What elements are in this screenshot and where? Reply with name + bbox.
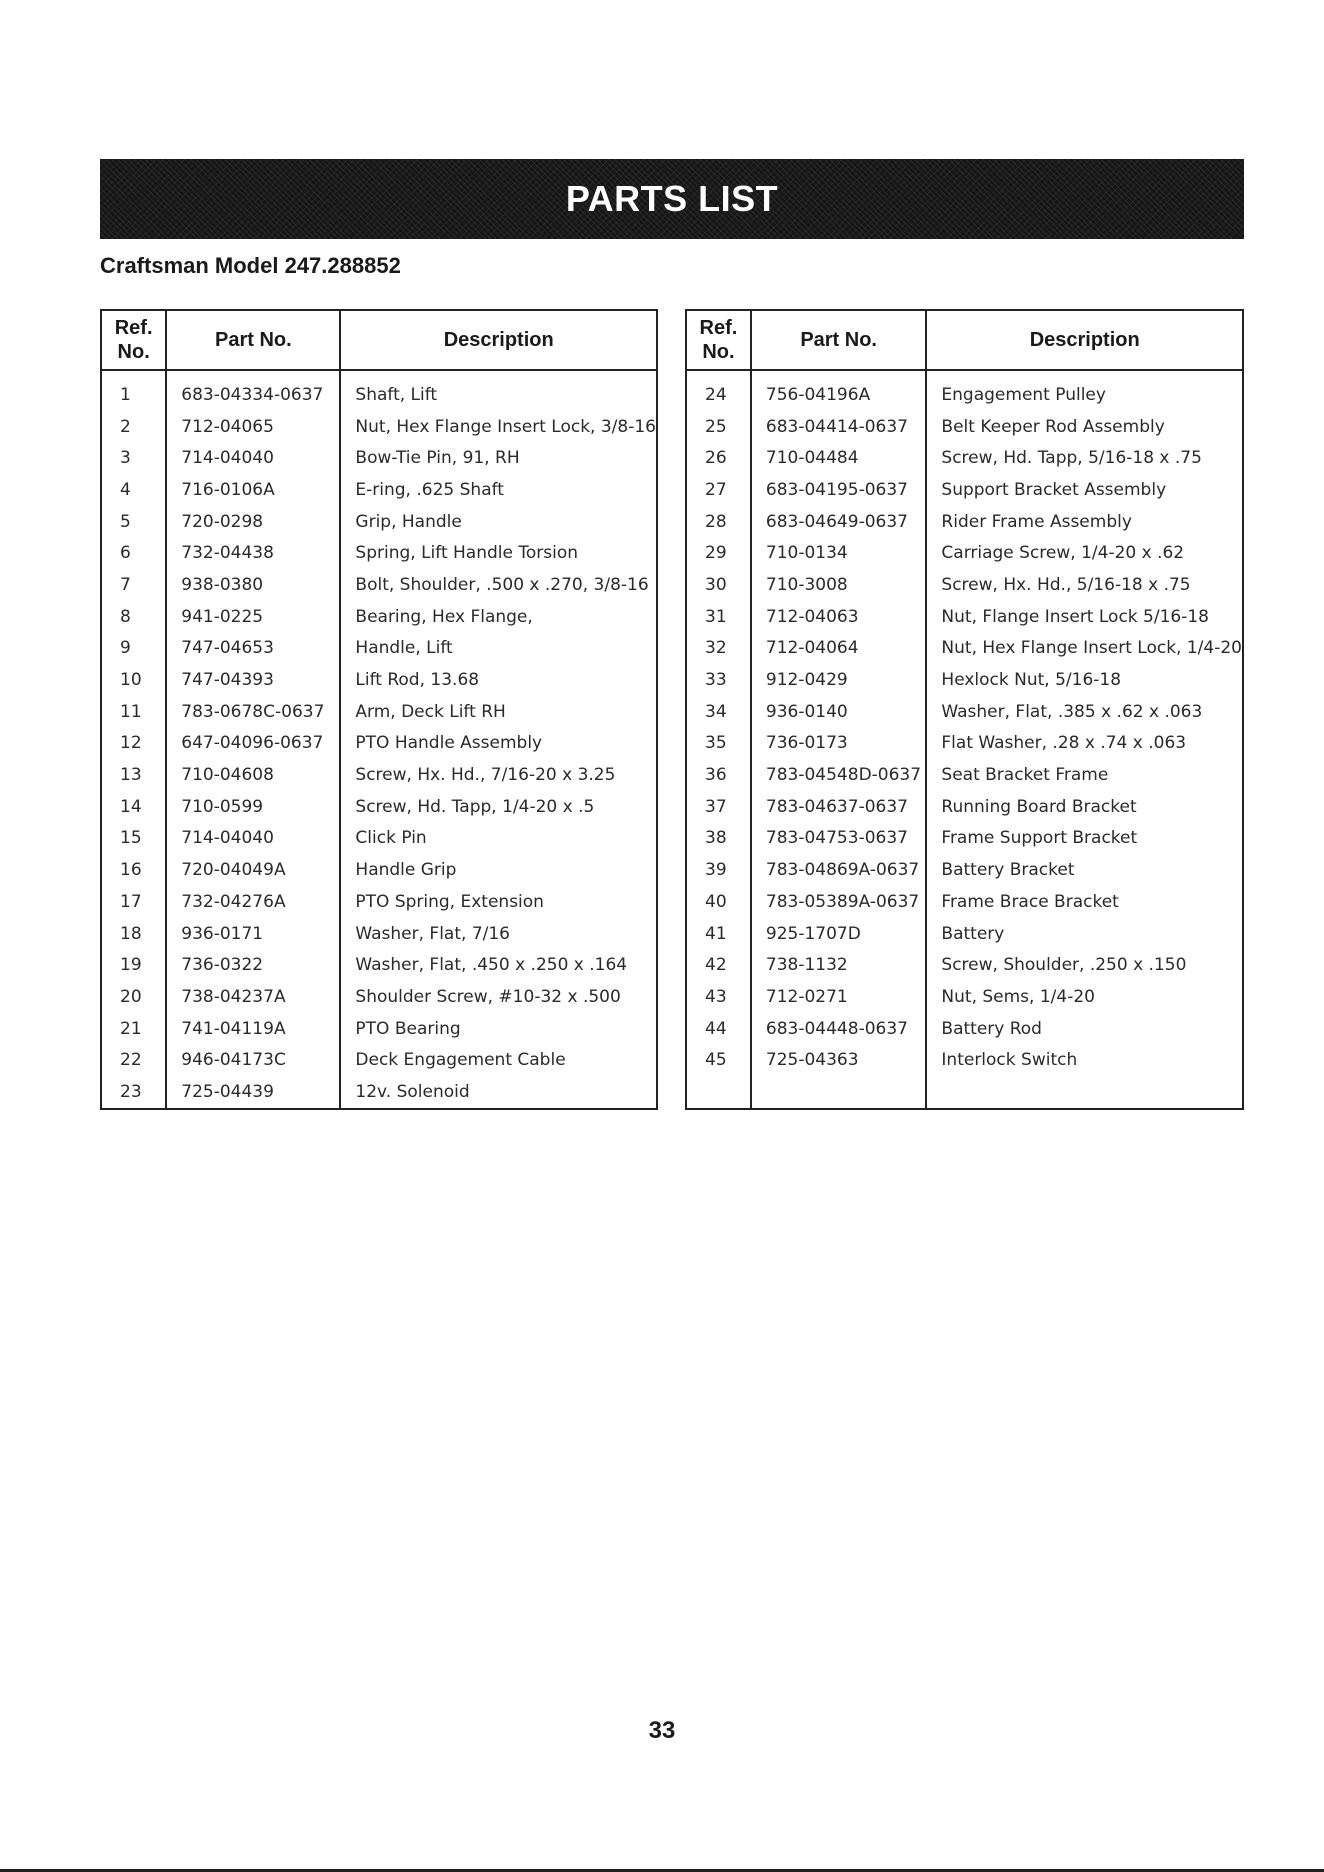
parts-table-right [685, 309, 1244, 1110]
table-row [686, 823, 1243, 855]
description-cell: Battery Bracket [926, 854, 1243, 886]
ref-no-cell: 19 [101, 949, 166, 981]
ref-no-cell: 8 [101, 601, 166, 633]
description-cell: Handle, Lift [340, 633, 657, 665]
table-row [101, 601, 657, 633]
description-cell: Screw, Shoulder, .250 x .150 [926, 949, 1243, 981]
description-cell: Nut, Hex Flange Insert Lock, 3/8-16 [340, 411, 657, 443]
description-cell: PTO Bearing [340, 1013, 657, 1045]
description-cell: Rider Frame Assembly [926, 506, 1243, 538]
description-cell: Frame Support Bracket [926, 823, 1243, 855]
table-row [101, 918, 657, 950]
table-row [686, 569, 1243, 601]
ref-no-cell: 42 [686, 949, 751, 981]
part-no-cell: 725-04363 [751, 1044, 927, 1076]
part-no-cell: 783-04548D-0637 [751, 759, 927, 791]
description-cell: Frame Brace Bracket [926, 886, 1243, 918]
part-no-cell: 946-04173C [166, 1044, 340, 1076]
table-row [686, 601, 1243, 633]
part-no-cell: 710-0134 [751, 537, 927, 569]
table-row [101, 1044, 657, 1076]
table-row [686, 537, 1243, 569]
table-row [101, 728, 657, 760]
table-row [101, 633, 657, 665]
table-row [101, 759, 657, 791]
table-row [686, 981, 1243, 1013]
part-no-cell: 714-04040 [166, 823, 340, 855]
ref-no-cell: 7 [101, 569, 166, 601]
table-row [686, 854, 1243, 886]
description-cell: Deck Engagement Cable [340, 1044, 657, 1076]
description-cell: Battery Rod [926, 1013, 1243, 1045]
empty-cell [926, 1076, 1243, 1109]
empty-cell [686, 1076, 751, 1109]
part-no-cell: 716-0106A [166, 474, 340, 506]
part-no-cell: 712-0271 [751, 981, 927, 1013]
ref-no-cell: 36 [686, 759, 751, 791]
ref-no-cell: 27 [686, 474, 751, 506]
part-no-header: Part No. [166, 310, 340, 370]
ref-header-line2: No. [702, 341, 735, 363]
part-no-cell: 783-05389A-0637 [751, 886, 927, 918]
table-row [686, 506, 1243, 538]
part-no-cell: 720-04049A [166, 854, 340, 886]
description-cell: Bearing, Hex Flange, [340, 601, 657, 633]
part-no-cell: 936-0171 [166, 918, 340, 950]
table-row [686, 442, 1243, 474]
ref-no-cell: 34 [686, 696, 751, 728]
description-cell: Seat Bracket Frame [926, 759, 1243, 791]
part-no-cell: 747-04393 [166, 664, 340, 696]
description-cell: Carriage Screw, 1/4-20 x .62 [926, 537, 1243, 569]
table-row [101, 854, 657, 886]
ref-no-cell: 15 [101, 823, 166, 855]
part-no-cell: 912-0429 [751, 664, 927, 696]
description-cell: Lift Rod, 13.68 [340, 664, 657, 696]
description-cell: Screw, Hx. Hd., 5/16-18 x .75 [926, 569, 1243, 601]
part-no-cell: 712-04065 [166, 411, 340, 443]
part-no-cell: 938-0380 [166, 569, 340, 601]
table-row [101, 886, 657, 918]
ref-no-cell: 30 [686, 569, 751, 601]
part-no-cell: 712-04063 [751, 601, 927, 633]
ref-no-cell: 11 [101, 696, 166, 728]
description-cell: Spring, Lift Handle Torsion [340, 537, 657, 569]
ref-no-cell: 3 [101, 442, 166, 474]
ref-no-cell: 4 [101, 474, 166, 506]
description-cell: Click Pin [340, 823, 657, 855]
ref-no-cell: 20 [101, 981, 166, 1013]
description-cell: Bolt, Shoulder, .500 x .270, 3/8-16 [340, 569, 657, 601]
description-cell: Interlock Switch [926, 1044, 1243, 1076]
description-cell: Screw, Hd. Tapp, 5/16-18 x .75 [926, 442, 1243, 474]
empty-cell [751, 1076, 927, 1109]
part-no-cell: 714-04040 [166, 442, 340, 474]
ref-no-cell: 9 [101, 633, 166, 665]
description-cell: Arm, Deck Lift RH [340, 696, 657, 728]
part-no-cell: 720-0298 [166, 506, 340, 538]
description-cell: Screw, Hx. Hd., 7/16-20 x 3.25 [340, 759, 657, 791]
description-cell: PTO Handle Assembly [340, 728, 657, 760]
ref-no-cell: 5 [101, 506, 166, 538]
description-cell: Nut, Hex Flange Insert Lock, 1/4-20 [926, 633, 1243, 665]
ref-no-cell: 40 [686, 886, 751, 918]
banner-title: PARTS LIST [565, 178, 779, 219]
description-cell: Support Bracket Assembly [926, 474, 1243, 506]
ref-no-cell: 45 [686, 1044, 751, 1076]
ref-no-cell: 25 [686, 411, 751, 443]
description-cell: PTO Spring, Extension [340, 886, 657, 918]
part-no-cell: 936-0140 [751, 696, 927, 728]
description-cell: Grip, Handle [340, 506, 657, 538]
table-row [101, 506, 657, 538]
part-no-cell: 756-04196A [751, 370, 927, 411]
part-no-cell: 783-04869A-0637 [751, 854, 927, 886]
description-cell: Nut, Sems, 1/4-20 [926, 981, 1243, 1013]
ref-no-cell: 39 [686, 854, 751, 886]
description-cell: Shoulder Screw, #10-32 x .500 [340, 981, 657, 1013]
ref-no-cell: 43 [686, 981, 751, 1013]
part-no-cell: 738-04237A [166, 981, 340, 1013]
part-no-cell: 732-04276A [166, 886, 340, 918]
table-row [101, 569, 657, 601]
description-cell: Belt Keeper Rod Assembly [926, 411, 1243, 443]
ref-no-cell: 32 [686, 633, 751, 665]
ref-no-cell: 21 [101, 1013, 166, 1045]
description-cell: Shaft, Lift [340, 370, 657, 411]
ref-no-cell: 13 [101, 759, 166, 791]
ref-no-cell: 24 [686, 370, 751, 411]
ref-no-cell: 22 [101, 1044, 166, 1076]
ref-no-cell: 2 [101, 411, 166, 443]
description-cell: Running Board Bracket [926, 791, 1243, 823]
description-cell: Battery [926, 918, 1243, 950]
table-row [686, 633, 1243, 665]
part-no-cell: 683-04649-0637 [751, 506, 927, 538]
part-no-cell: 712-04064 [751, 633, 927, 665]
part-no-cell: 725-04439 [166, 1076, 340, 1109]
parts-list-banner [100, 159, 1244, 239]
ref-no-cell: 26 [686, 442, 751, 474]
table-row [686, 474, 1243, 506]
part-no-cell: 747-04653 [166, 633, 340, 665]
table-row [686, 1044, 1243, 1076]
table-row [101, 411, 657, 443]
part-no-cell: 683-04414-0637 [751, 411, 927, 443]
description-cell: Washer, Flat, .385 x .62 x .063 [926, 696, 1243, 728]
ref-no-cell: 35 [686, 728, 751, 760]
part-no-cell: 741-04119A [166, 1013, 340, 1045]
part-no-cell: 736-0322 [166, 949, 340, 981]
description-cell: Flat Washer, .28 x .74 x .063 [926, 728, 1243, 760]
description-cell: Bow-Tie Pin, 91, RH [340, 442, 657, 474]
ref-no-cell: 1 [101, 370, 166, 411]
description-header: Description [340, 310, 657, 370]
page-number: 33 [648, 1717, 676, 1744]
table-row [686, 791, 1243, 823]
table-row [101, 949, 657, 981]
table-row [101, 370, 657, 411]
part-no-cell: 683-04195-0637 [751, 474, 927, 506]
ref-no-cell: 31 [686, 601, 751, 633]
description-cell: Screw, Hd. Tapp, 1/4-20 x .5 [340, 791, 657, 823]
description-cell: Washer, Flat, .450 x .250 x .164 [340, 949, 657, 981]
description-cell: Hexlock Nut, 5/16-18 [926, 664, 1243, 696]
ref-no-cell: 14 [101, 791, 166, 823]
table-row [686, 886, 1243, 918]
table-row [686, 728, 1243, 760]
model-heading: Craftsman Model 247.288852 [100, 253, 401, 278]
parts-table-left [100, 309, 658, 1110]
ref-no-cell: 18 [101, 918, 166, 950]
description-header: Description [926, 310, 1243, 370]
table-row [686, 918, 1243, 950]
description-cell: Washer, Flat, 7/16 [340, 918, 657, 950]
ref-no-cell: 41 [686, 918, 751, 950]
part-no-cell: 710-04608 [166, 759, 340, 791]
ref-no-cell: 23 [101, 1076, 166, 1109]
ref-no-cell: 6 [101, 537, 166, 569]
part-no-cell: 783-0678C-0637 [166, 696, 340, 728]
part-no-cell: 710-04484 [751, 442, 927, 474]
table-row [686, 696, 1243, 728]
table-row [686, 370, 1243, 411]
ref-no-cell: 17 [101, 886, 166, 918]
part-no-cell: 647-04096-0637 [166, 728, 340, 760]
table-row [101, 1076, 657, 1109]
description-cell: Nut, Flange Insert Lock 5/16-18 [926, 601, 1243, 633]
table-row [101, 696, 657, 728]
ref-header-line1: Ref. [114, 317, 153, 339]
part-no-cell: 925-1707D [751, 918, 927, 950]
part-no-cell: 710-0599 [166, 791, 340, 823]
part-no-cell: 941-0225 [166, 601, 340, 633]
table-row [686, 759, 1243, 791]
ref-no-header [686, 310, 751, 370]
ref-no-cell: 16 [101, 854, 166, 886]
ref-no-cell: 12 [101, 728, 166, 760]
part-no-cell: 683-04334-0637 [166, 370, 340, 411]
ref-header-line2: No. [117, 341, 150, 363]
part-no-cell: 732-04438 [166, 537, 340, 569]
table-row [101, 823, 657, 855]
table-row [101, 981, 657, 1013]
ref-no-cell: 37 [686, 791, 751, 823]
ref-no-cell: 28 [686, 506, 751, 538]
ref-no-cell: 10 [101, 664, 166, 696]
ref-header-line1: Ref. [699, 317, 738, 339]
table-row [101, 537, 657, 569]
description-cell: Handle Grip [340, 854, 657, 886]
description-cell: 12v. Solenoid [340, 1076, 657, 1109]
part-no-cell: 683-04448-0637 [751, 1013, 927, 1045]
empty-row [686, 1076, 1243, 1109]
ref-no-cell: 44 [686, 1013, 751, 1045]
table-row [101, 664, 657, 696]
table-row [686, 1013, 1243, 1045]
part-no-cell: 783-04753-0637 [751, 823, 927, 855]
table-row [686, 664, 1243, 696]
ref-no-cell: 33 [686, 664, 751, 696]
table-row [686, 411, 1243, 443]
part-no-cell: 783-04637-0637 [751, 791, 927, 823]
table-row [101, 474, 657, 506]
ref-no-cell: 29 [686, 537, 751, 569]
part-no-cell: 738-1132 [751, 949, 927, 981]
table-row [101, 442, 657, 474]
ref-no-header [101, 310, 166, 370]
table-row [101, 1013, 657, 1045]
ref-no-cell: 38 [686, 823, 751, 855]
part-no-cell: 736-0173 [751, 728, 927, 760]
description-cell: Engagement Pulley [926, 370, 1243, 411]
description-cell: E-ring, .625 Shaft [340, 474, 657, 506]
table-row [101, 791, 657, 823]
table-row [686, 949, 1243, 981]
part-no-cell: 710-3008 [751, 569, 927, 601]
part-no-header: Part No. [751, 310, 927, 370]
